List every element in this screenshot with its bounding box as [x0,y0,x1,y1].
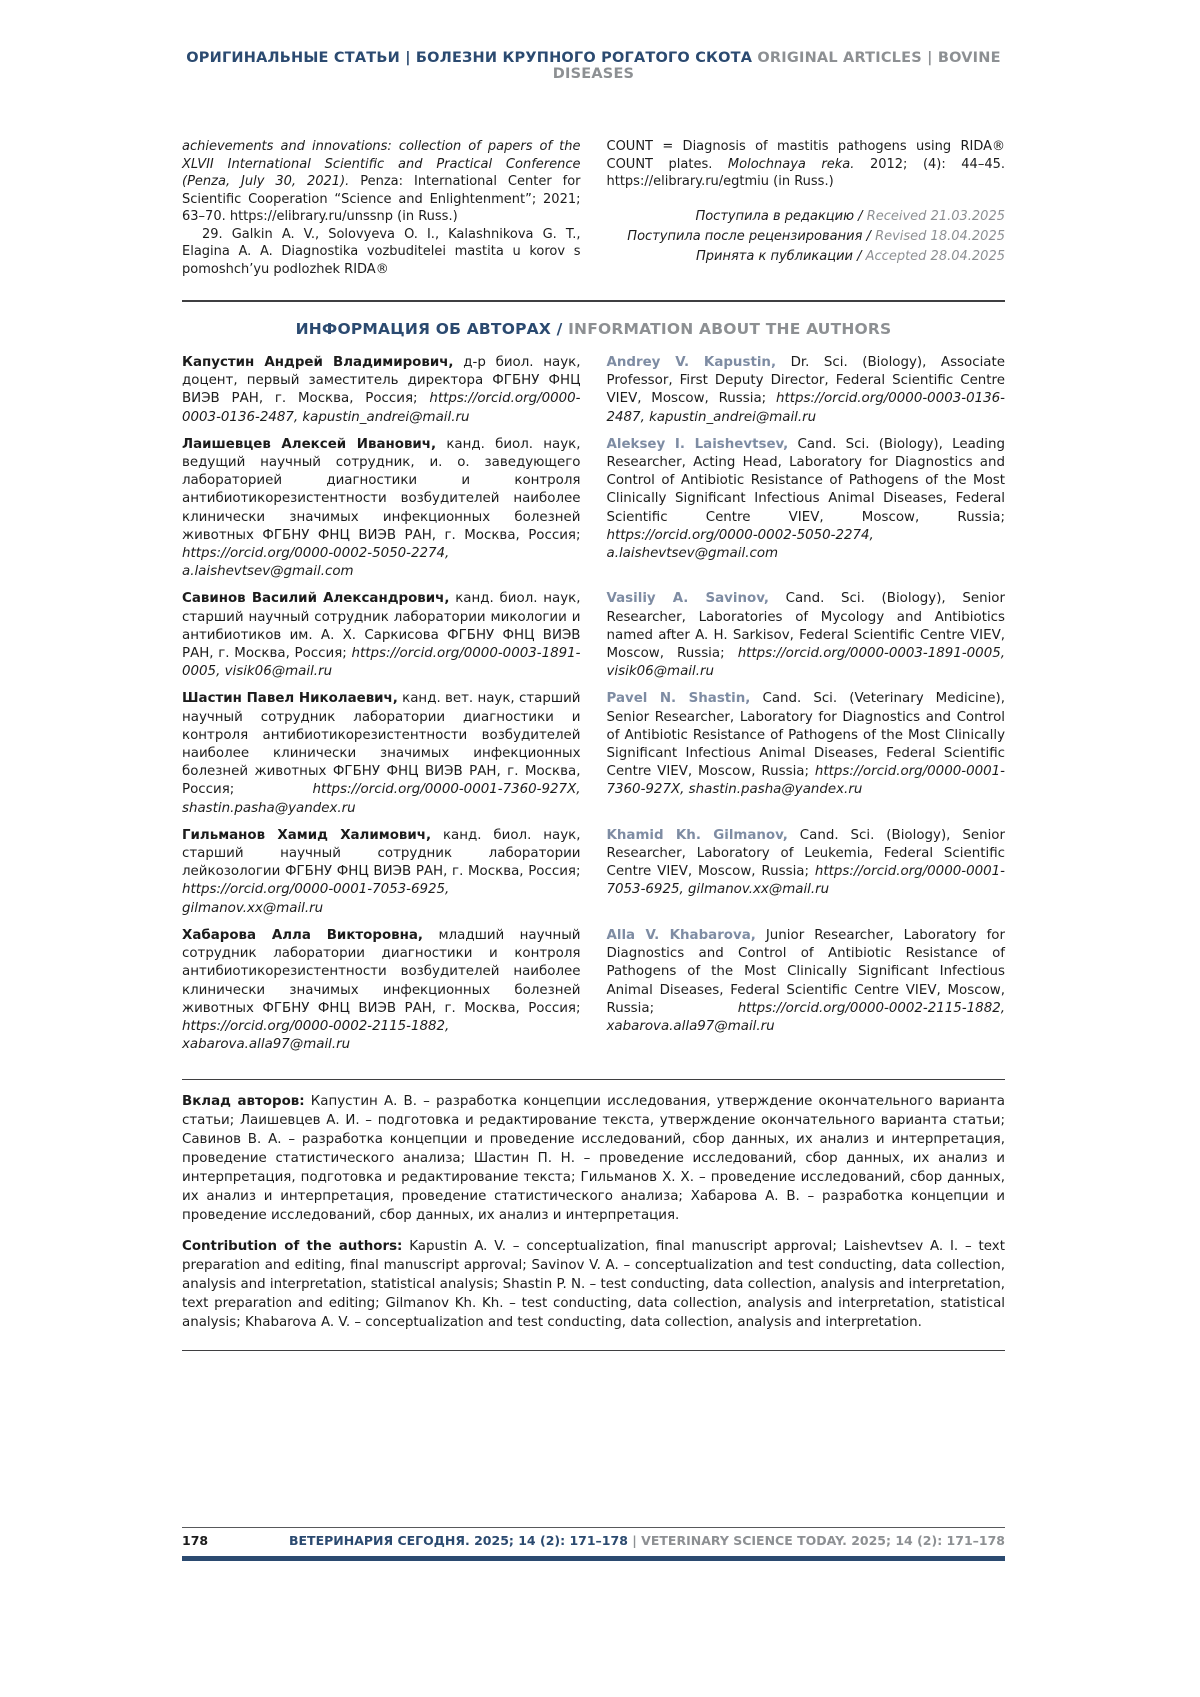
journal-citation-ru: ВЕТЕРИНАРИЯ СЕГОДНЯ. 2025; 14 (2): 171–178 [288,1533,628,1548]
author-en-orcid-email: https://orcid.org/0000-0003-1891-0005, visik06@mail.ru [606,646,1005,680]
contribution-en-label: Contribution of the authors: [182,1239,403,1255]
reference-item-29: 29. Galkin A. V., Solovyeva O. I., Kalashnikova G. T., Elagina A. A. Diagnostika vozbuditelei mastita u korov s pomoshch’yu podlozhek RIDA® [182,226,581,277]
author-ru-savinov: Савинов Василий Александрович, канд. биол. наук, старший научный сотрудник лаборатории микологии и антибиотиков им. А. Х. Саркисова ФГБНУ ФНЦ ВИЭВ РАН, г. Москва, Россия; https://orcid.org/0000-0003-1891-0005, visik06@mail.ru [182,591,581,680]
running-head-ru: ОРИГИНАЛЬНЫЕ СТАТЬИ | БОЛЕЗНИ КРУПНОГО РОГАТОГО СКОТА [186,50,753,66]
author-ru-orcid-email: https://orcid.org/0000-0001-7360-927X, shastin.pasha@yandex.ru [182,782,581,816]
author-ru-orcid-email: https://orcid.org/0000-0001-7053-6925, gilmanov.xx@mail.ru [182,882,450,916]
reference-continuation: achievements and innovations: collection of papers of the XLVII International Scientific and Practical Conference (Penza, July 30, 2021). Penza: International Center for Scientific Cooperation “Science and Enlightenment”; 2021; 63–70. https://elibrary.ru/unssnp (in Russ.) [182,139,581,224]
author-ru-shastin: Шастин Павел Николаевич, канд. вет. наук, старший научный сотрудник лаборатории диагностики и контроля антибиотикорезистентности возбудителей наиболее клинически значимых инфекционных болезней животных ФГБНУ ФНЦ ВИЭВ РАН, г. Москва, Россия; https://orcid.org/0000-0001-7360-927X, shastin.pasha@yandex.ru [182,691,581,816]
author-en-orcid-email: https://orcid.org/0000-0001-7360-927X, shastin.pasha@yandex.ru [606,764,1005,798]
author-en-orcid-email: https://orcid.org/0000-0003-0136-2487, kapustin_andrei@mail.ru [606,391,1005,425]
journal-citation [289,1533,1005,1548]
author-en-shastin: Pavel N. Shastin, Cand. Sci. (Veterinary Medicine), Senior Researcher, Laboratory for Diagnostics and Control of Antibiotic Resistance of Pathogens of the Most Clinically Significant Infectious Animal Diseases, Federal Scientific Centre VIEV, Moscow, Russia; https://orcid.org/0000-0001-7360-927X, shastin.pasha@yandex.ru [606,691,1005,798]
journal-citation-en: | VETERINARY SCIENCE TODAY. 2025; 14 (2): 171–178 [632,1533,1005,1548]
reference-item-29-continuation: COUNT = Diagnosis of mastitis pathogens using RIDA® COUNT plates. Molochnaya reka. 2012; (4): 44–45. https://elibrary.ru/egtmiu (in Russ.) [606,139,1005,189]
author-ru-gilmanov: Гильманов Хамид Халимович, канд. биол. наук, старший научный сотрудник лаборатории лейкозологии ФГБНУ ФНЦ ВИЭВ РАН, г. Москва, Россия; https://orcid.org/0000-0001-7053-6925, gilmanov.xx@mail.ru [182,827,581,916]
references-left-column [182,138,581,278]
author-en-kapustin: Andrey V. Kapustin, Dr. Sci. (Biology), Associate Professor, First Deputy Director, Federal Scientific Centre VIEV, Moscow, Russia; https://orcid.org/0000-0003-0136-2487, kapustin_andrei@mail.ru [606,355,1005,425]
author-en-orcid-email: https://orcid.org/0000-0001-7053-6925, gilmanov.xx@mail.ru [606,864,1005,898]
date-revised: Поступила после рецензирования / Revised 18.04.2025 [627,228,1005,244]
author-ru-orcid-email: https://orcid.org/0000-0003-0136-2487, kapustin_andrei@mail.ru [182,391,581,425]
author-en-laishevtsev: Aleksey I. Laishevtsev, Cand. Sci. (Biology), Leading Researcher, Acting Head, Laboratory for Diagnostics and Control of Antibiotic Resistance of Pathogens of the Most Clinically Significant Infectious Animal Diseases, Federal Scientific Centre VIEV, Moscow, Russia; https://orcid.org/0000-0002-5050-2274, a.laishevtsev@gmail.com [606,436,1005,562]
author-ru-laishevtsev: Лаишевцев Алексей Иванович, канд. биол. наук, ведущий научный сотрудник, и. о. заведующего лабораторией диагностики и контроля антибиотикорезистентности возбудителей наиболее клинически значимых инфекционных болезней животных ФГБНУ ФНЦ ВИЭВ РАН, г. Москва, Россия; https://orcid.org/0000-0002-5050-2274, a.laishevtsev@gmail.com [182,436,581,580]
author-ru-orcid-email: https://orcid.org/0000-0002-5050-2274, a.laishevtsev@gmail.com [182,546,450,580]
footer-rule [182,1527,1005,1528]
received-dates [607,207,1006,267]
author-ru-orcid-email: https://orcid.org/0000-0003-1891-0005, visik06@mail.ru [182,646,581,680]
author-ru-orcid-email: https://orcid.org/0000-0002-2115-1882, xabarova.alla97@mail.ru [182,1018,450,1053]
authors-info [182,354,1005,1063]
date-received: Поступила в редакцию / Received 21.03.2025 [695,208,1005,224]
page-footer [182,1527,1005,1561]
page-number: 178 [182,1533,209,1548]
running-head [182,50,1005,82]
contribution-ru: Вклад авторов: Капустин А. В. – разработка концепции исследования, утверждение окончательного варианта статьи; Лаишевцев А. И. – подготовка и редактирование текста, утверждение окончательного варианта статьи; Савинов В. А. – разработка концепции и проведение исследований, сбор данных, их анализ и интерпретация, проведение статистического анализа; Шастин П. Н. – проведение исследований, сбор данных, их анализ и интерпретация, подготовка и редактирование текста; Гильманов Х. Х. – проведение исследований, сбор данных, их анализ и интерпретация, проведение статистического анализа; Хабарова А. В. – разработка концепции и проведение исследований, сбор данных, их анализ и интерпретация. [182,1094,1005,1224]
section-title-ru: ИНФОРМАЦИЯ ОБ АВТОРАХ / [295,320,563,338]
contribution-section [182,1092,1005,1332]
author-en-orcid-email: https://orcid.org/0000-0002-5050-2274, a.laishevtsev@gmail.com [606,527,874,562]
contribution-divider-bottom [182,1350,1005,1351]
section-title-en: INFORMATION ABOUT THE AUTHORS [568,320,892,338]
references-and-dates [182,138,1005,278]
section-divider-top [182,300,1005,302]
author-en-orcid-email: https://orcid.org/0000-0002-2115-1882, xabarova.alla97@mail.ru [606,1000,1005,1034]
author-ru-khabarova: Хабарова Алла Викторовна, младший научный сотрудник лаборатории диагностики и контроля антибиотикорезистентности возбудителей наиболее клинически значимых инфекционных болезней животных ФГБНУ ФНЦ ВИЭВ РАН, г. Москва, Россия; https://orcid.org/0000-0002-2115-1882, xabarova.alla97@mail.ru [182,927,581,1053]
section-title [182,320,1005,338]
contribution-en: Contribution of the authors: Kapustin A. V. – conceptualization, final manuscript approval; Laishevtsev A. I. – text preparation and editing, final manuscript approval; Savinov V. A. – conceptualization and test conducting, data collection, analysis and interpretation, statistical analysis; Shastin P. N. – test conducting, data collection, analysis and interpretation, text preparation and editing; Gilmanov Kh. Kh. – test conducting, data collection, analysis and interpretation, statistical analysis; Khabarova A. V. – conceptualization and test conducting, data collection, analysis and interpretation. [182,1239,1005,1331]
page-content [182,0,1005,1351]
date-accepted: Принята к публикации / Accepted 28.04.2025 [696,248,1005,264]
footer-accent-bar [182,1556,1005,1561]
running-head-en: ORIGINAL ARTICLES | BOVINE DISEASES [552,50,1001,82]
author-ru-kapustin: Капустин Андрей Владимирович, д-р биол. наук, доцент, первый заместитель директора ФГБНУ ФНЦ ВИЭВ РАН, г. Москва, Россия; https://orcid.org/0000-0003-0136-2487, kapustin_andrei@mail.ru [182,355,581,425]
contribution-divider-top [182,1079,1005,1080]
contribution-ru-label: Вклад авторов: [182,1094,305,1110]
references-right-column [607,138,1006,278]
author-en-khabarova: Alla V. Khabarova, Junior Researcher, Laboratory for Diagnostics and Control of Antibiotic Resistance of Pathogens of the Most Clinically Significant Infectious Animal Diseases, Federal Scientific Centre VIEV, Moscow, Russia; https://orcid.org/0000-0002-2115-1882, xabarova.alla97@mail.ru [606,927,1005,1034]
author-en-gilmanov: Khamid Kh. Gilmanov, Cand. Sci. (Biology), Senior Researcher, Laboratory of Leukemia, Federal Scientific Centre VIEV, Moscow, Russia; https://orcid.org/0000-0001-7053-6925, gilmanov.xx@mail.ru [606,827,1005,898]
author-en-savinov: Vasiliy A. Savinov, Cand. Sci. (Biology), Senior Researcher, Laboratories of Mycology and Antibiotics named after A. H. Sarkisov, Federal Scientific Centre VIEV, Moscow, Russia; https://orcid.org/0000-0003-1891-0005, visik06@mail.ru [606,591,1005,680]
